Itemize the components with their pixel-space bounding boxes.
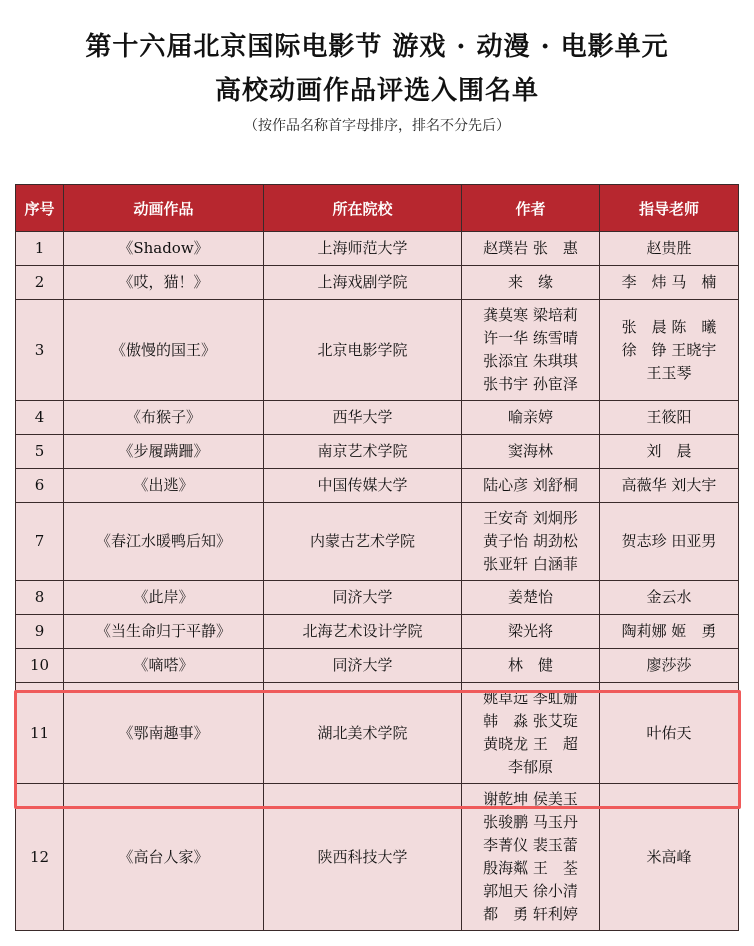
row-number-cell: 1 <box>16 232 64 266</box>
mentors-cell <box>600 615 739 649</box>
school-cell: 同济大学 <box>264 581 462 615</box>
mentors-cell <box>600 784 739 931</box>
author-names-line: 郭旭天 徐小清 <box>483 882 578 900</box>
author-names-line: 窦海林 <box>507 442 553 460</box>
authors-cell <box>462 469 600 503</box>
authors-cell <box>462 615 600 649</box>
authors-cell <box>462 503 600 581</box>
mentor-names-line: 徐 铮 王晓宇 <box>621 340 717 359</box>
row-number-cell: 8 <box>16 581 64 615</box>
column-header-school: 所在院校 <box>264 185 462 232</box>
mentor-names-line: 金云水 <box>646 588 692 606</box>
mentors-cell <box>600 649 739 683</box>
mentor-names-line: 叶佑天 <box>646 723 692 742</box>
document-header <box>0 28 754 136</box>
table-row <box>16 401 739 435</box>
school-cell: 中国传媒大学 <box>264 469 462 503</box>
school-cell: 南京艺术学院 <box>264 435 462 469</box>
author-names-line: 殷海粼 王 荃 <box>483 859 578 877</box>
work-title-cell: 《傲慢的国王》 <box>64 300 264 401</box>
row-number-cell: 10 <box>16 649 64 683</box>
author-names-line: 王安奇 刘炯彤 <box>483 509 578 527</box>
work-title-cell: 《此岸》 <box>64 581 264 615</box>
school-cell: 内蒙古艺术学院 <box>264 503 462 581</box>
table-row <box>16 503 739 581</box>
authors-cell <box>462 683 600 784</box>
mentors-cell <box>600 435 739 469</box>
school-cell: 陕西科技大学 <box>264 784 462 931</box>
table-header-row <box>16 185 739 232</box>
author-names-line: 喻亲婷 <box>507 408 553 426</box>
author-names-line: 林 健 <box>507 656 553 674</box>
mentor-names-line: 赵贵胜 <box>646 239 692 257</box>
authors-cell <box>462 784 600 931</box>
work-title-cell: 《春江水暖鸭后知》 <box>64 503 264 581</box>
mentors-cell <box>600 581 739 615</box>
work-title-cell: 《嘀嗒》 <box>64 649 264 683</box>
author-names-line: 梁光将 <box>507 622 553 640</box>
school-cell: 上海师范大学 <box>264 232 462 266</box>
table-row <box>16 300 739 401</box>
authors-cell <box>462 581 600 615</box>
mentors-cell <box>600 683 739 784</box>
mentor-names-line: 廖莎莎 <box>646 656 692 674</box>
row-number-cell: 7 <box>16 503 64 581</box>
author-names-line: 李菁仪 裴玉蕾 <box>483 836 578 854</box>
mentors-cell <box>600 503 739 581</box>
author-names-line: 黄晓龙 王 超 <box>483 735 578 753</box>
mentor-names-line: 贺志珍 田亚男 <box>621 532 717 550</box>
row-number-cell: 6 <box>16 469 64 503</box>
table-row <box>16 581 739 615</box>
author-names-line: 张添宜 朱琪琪 <box>483 352 578 370</box>
table-row <box>16 266 739 300</box>
table-row <box>16 232 739 266</box>
authors-cell <box>462 232 600 266</box>
author-names-line: 韩 淼 张艾琁 <box>483 712 578 730</box>
work-title-cell: 《布猴子》 <box>64 401 264 435</box>
school-cell: 北京电影学院 <box>264 300 462 401</box>
work-title-cell: 《步履蹒跚》 <box>64 435 264 469</box>
mentors-cell <box>600 469 739 503</box>
column-header-mentor: 指导老师 <box>600 185 739 232</box>
mentor-names-line: 陶莉娜 姬 勇 <box>621 622 717 640</box>
author-names-line: 谢乾坤 侯美玉 <box>483 790 578 808</box>
column-header-number: 序号 <box>16 185 64 232</box>
authors-cell <box>462 300 600 401</box>
row-number-cell: 3 <box>16 300 64 401</box>
work-title-cell: 《高台人家》 <box>64 784 264 931</box>
work-title-cell: 《鄂南趣事》 <box>64 683 264 784</box>
authors-cell <box>462 266 600 300</box>
mentor-names-line: 高薇华 刘大宇 <box>621 476 717 494</box>
work-title-cell: 《当生命归于平静》 <box>64 615 264 649</box>
row-number-cell: 9 <box>16 615 64 649</box>
author-names-line: 来 缘 <box>507 273 553 291</box>
author-names-line: 黄子怡 胡劲松 <box>483 532 578 550</box>
mentors-cell <box>600 232 739 266</box>
mentor-names-line: 刘 晨 <box>646 442 692 460</box>
author-names-line: 姜楚怡 <box>507 588 553 606</box>
author-names-line: 张书宇 孙宦泽 <box>483 375 578 393</box>
authors-cell <box>462 435 600 469</box>
page-subtitle-title: 高校动画作品评选入围名单 <box>214 76 539 106</box>
sorting-note: （按作品名称首字母排序，排名不分先后） <box>244 118 510 134</box>
author-names-line: 许一华 练雪晴 <box>483 329 578 347</box>
author-names-line: 陆心彦 刘舒桐 <box>483 476 578 494</box>
row-number-cell: 5 <box>16 435 64 469</box>
author-names-line: 李郁原 <box>507 758 553 776</box>
page-title: 第十六届北京国际电影节 游戏 · 动漫 · 电影单元 <box>85 32 669 62</box>
work-title-cell: 《哎，猫！》 <box>64 266 264 300</box>
mentors-cell <box>600 300 739 401</box>
shortlist-table <box>15 184 739 931</box>
row-number-cell: 2 <box>16 266 64 300</box>
mentor-names-line: 张 晨 陈 曦 <box>621 317 717 336</box>
school-cell: 同济大学 <box>264 649 462 683</box>
column-header-work: 动画作品 <box>64 185 264 232</box>
school-cell: 北海艺术设计学院 <box>264 615 462 649</box>
author-names-line: 龚莫寒 梁培莉 <box>483 306 578 324</box>
table-row <box>16 435 739 469</box>
author-names-line: 张亚轩 白涵菲 <box>483 555 578 573</box>
mentor-names-line: 米高峰 <box>646 847 692 866</box>
mentor-names-line: 李 炜 马 楠 <box>621 273 717 291</box>
table-row <box>16 649 739 683</box>
authors-cell <box>462 401 600 435</box>
authors-cell <box>462 649 600 683</box>
row-number-cell: 12 <box>16 784 64 931</box>
table-row <box>16 469 739 503</box>
school-cell: 西华大学 <box>264 401 462 435</box>
author-names-line: 张骏鹏 马玉丹 <box>483 813 578 831</box>
table-body <box>16 232 739 931</box>
mentor-names-line: 王筱阳 <box>646 408 692 426</box>
mentor-names-line: 王玉琴 <box>646 363 692 382</box>
row-number-cell: 4 <box>16 401 64 435</box>
row-number-cell: 11 <box>16 683 64 784</box>
author-names-line: 姚卓远 李虹姗 <box>483 689 578 707</box>
author-names-line: 赵璞岩 张 惠 <box>483 239 578 257</box>
school-cell: 湖北美术学院 <box>264 683 462 784</box>
school-cell: 上海戏剧学院 <box>264 266 462 300</box>
work-title-cell: 《出逃》 <box>64 469 264 503</box>
table-row <box>16 683 739 784</box>
column-header-author: 作者 <box>462 185 600 232</box>
table-row <box>16 615 739 649</box>
work-title-cell: 《Shadow》 <box>64 232 264 266</box>
table-row <box>16 784 739 931</box>
author-names-line: 都 勇 轩利婷 <box>483 905 578 923</box>
mentors-cell <box>600 266 739 300</box>
mentors-cell <box>600 401 739 435</box>
